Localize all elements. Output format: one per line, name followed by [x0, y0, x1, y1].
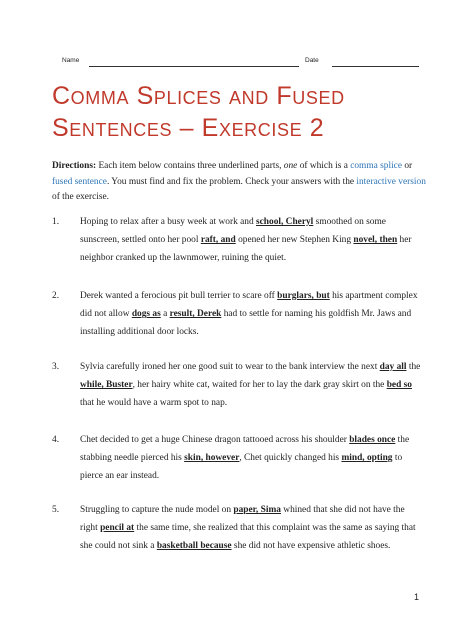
- page-title: [52, 80, 452, 144]
- directions-emphasis: one: [283, 161, 298, 171]
- item-text-part: the stabbing needle pierced his: [80, 435, 410, 464]
- directions: [52, 159, 432, 206]
- item-number: 2.: [52, 291, 60, 301]
- directions-text: of the exercise.: [52, 192, 110, 202]
- page-number: 1: [414, 592, 420, 602]
- underlined-part[interactable]: dogs as: [131, 309, 161, 320]
- date-label: Date: [305, 57, 319, 64]
- directions-text: of which is a: [297, 161, 351, 171]
- item-text: [80, 213, 422, 268]
- title-line-2: Sentences – Exercise 2: [52, 114, 325, 142]
- directions-text: . You must find and fix the problem. Check your answers with the: [106, 176, 357, 187]
- item-text-part: , Chet quickly changed his: [239, 453, 342, 464]
- item-text-part: the same time, she realized that this complaint was the same as saying that she could not sink a: [80, 523, 416, 552]
- item-text: [80, 358, 422, 413]
- underlined-part[interactable]: blades once: [349, 435, 396, 445]
- underlined-part[interactable]: skin, however: [184, 453, 240, 464]
- underlined-part[interactable]: school, Cheryl: [255, 217, 314, 227]
- item-text-part: Derek wanted a ferocious pit bull terrier to scare off: [80, 291, 278, 301]
- name-field-line[interactable]: [89, 66, 299, 67]
- item-number: 5.: [52, 505, 60, 515]
- item-text-part: opened her new Stephen King: [235, 235, 354, 246]
- item-number: 4.: [52, 435, 60, 445]
- item-text: [80, 287, 422, 342]
- item-text-part: Sylvia carefully ironed her one good suit to wear to the bank interview the next: [80, 362, 380, 372]
- item-text: [80, 431, 422, 486]
- underlined-part[interactable]: bed so: [386, 380, 412, 391]
- underlined-part[interactable]: basketball because: [156, 541, 232, 552]
- interactive-version-link[interactable]: interactive version: [356, 176, 426, 187]
- item-text-part: had to settle for naming his goldfish Mr. Jaws and installing additional door locks.: [80, 309, 412, 338]
- item-text: [80, 501, 422, 556]
- item-text-part: Struggling to capture the nude model on: [80, 505, 234, 515]
- item-number: 1.: [52, 217, 60, 227]
- underlined-part[interactable]: pencil at: [100, 523, 135, 534]
- underlined-part[interactable]: novel, then: [353, 235, 398, 246]
- item-text-part: , her hairy white cat, waited for her to lay the dark gray skirt on the: [132, 380, 387, 391]
- directions-text: Each item below contains three underlined parts,: [96, 161, 284, 171]
- item-text-part: to pierce an ear instead.: [80, 453, 403, 482]
- item-text-part: the: [406, 362, 421, 372]
- item-text-part: his apartment complex did not allow: [80, 291, 418, 320]
- item-text-part: whined that she did not have the right: [80, 505, 405, 534]
- underlined-part[interactable]: mind, opting: [341, 453, 393, 464]
- underlined-part[interactable]: while, Buster: [80, 380, 133, 391]
- underlined-part[interactable]: day all: [379, 362, 407, 372]
- title-line-1: Comma Splices and Fused: [52, 82, 345, 110]
- item-text-part: a: [160, 309, 170, 320]
- comma-splice-link[interactable]: comma splice: [350, 161, 403, 171]
- underlined-part[interactable]: result, Derek: [169, 309, 222, 320]
- item-text-part: smoothed on some sunscreen, settled onto her pool: [80, 217, 386, 246]
- date-field-line[interactable]: [332, 66, 419, 67]
- fused-sentence-link[interactable]: fused sentence: [52, 176, 107, 187]
- item-text-part: her neighbor cranked up the lawnmower, ruining the quiet.: [80, 235, 412, 264]
- item-text-part: that he would have a warm spot to nap.: [80, 398, 228, 409]
- item-text-part: Chet decided to get a huge Chinese dragon tattooed across his shoulder: [80, 435, 350, 445]
- name-label: Name: [62, 57, 80, 64]
- directions-text: or: [402, 161, 413, 171]
- item-text-part: she did not have expensive athletic shoes.: [231, 541, 391, 552]
- item-number: 3.: [52, 362, 60, 372]
- directions-label: Directions:: [52, 161, 97, 171]
- underlined-part[interactable]: paper, Sima: [233, 505, 281, 515]
- item-text-part: Hoping to relax after a busy week at work and: [80, 217, 256, 227]
- underlined-part[interactable]: burglars, but: [277, 291, 330, 301]
- underlined-part[interactable]: raft, and: [200, 235, 236, 246]
